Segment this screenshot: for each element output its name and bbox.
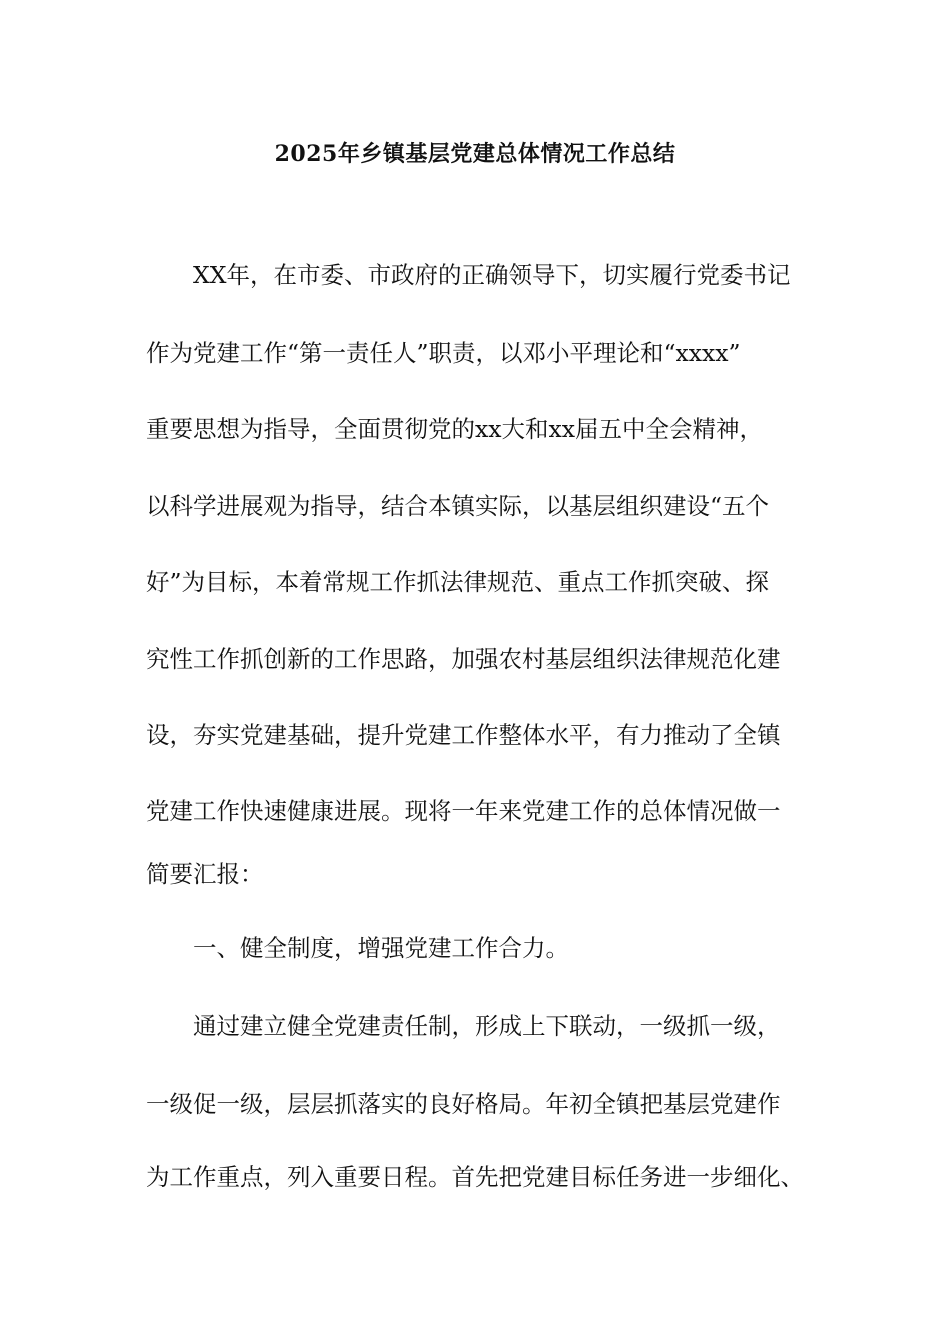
paragraph-line: 好”为目标，本着常规工作抓法律规范、重点工作抓突破、探 (146, 568, 770, 596)
paragraph-line: 重要思想为指导，全面贯彻党的xx大和xx届五中全会精神， (146, 415, 764, 443)
document-title: 2025年乡镇基层党建总体情况工作总结 (274, 141, 676, 167)
paragraph-line: 以科学进展观为指导，结合本镇实际，以基层组织建设“五个 (146, 492, 770, 520)
paragraph-line: 设，夯实党建基础，提升党建工作整体水平，有力推动了全镇 (146, 721, 781, 749)
paragraph-line: 党建工作快速健康进展。现将一年来党建工作的总体情况做一 (146, 797, 781, 825)
paragraph-line: 作为党建工作“第一责任人”职责，以邓小平理论和“xxxx” (146, 339, 741, 367)
paragraph-line: 一级促一级，层层抓落实的良好格局。年初全镇把基层党建作 (146, 1090, 781, 1118)
section-heading: 一、健全制度，增强党建工作合力。 (193, 934, 569, 962)
paragraph-line: 为工作重点，列入重要日程。首先把党建目标任务进一步细化、 (146, 1163, 804, 1191)
paragraph-line: 究性工作抓创新的工作思路，加强农村基层组织法律规范化建 (146, 645, 781, 673)
paragraph-line: 简要汇报： (146, 860, 264, 888)
paragraph-line: XX年，在市委、市政府的正确领导下，切实履行党委书记 (193, 261, 791, 289)
paragraph-line: 通过建立健全党建责任制，形成上下联动，一级抓一级， (193, 1012, 781, 1040)
